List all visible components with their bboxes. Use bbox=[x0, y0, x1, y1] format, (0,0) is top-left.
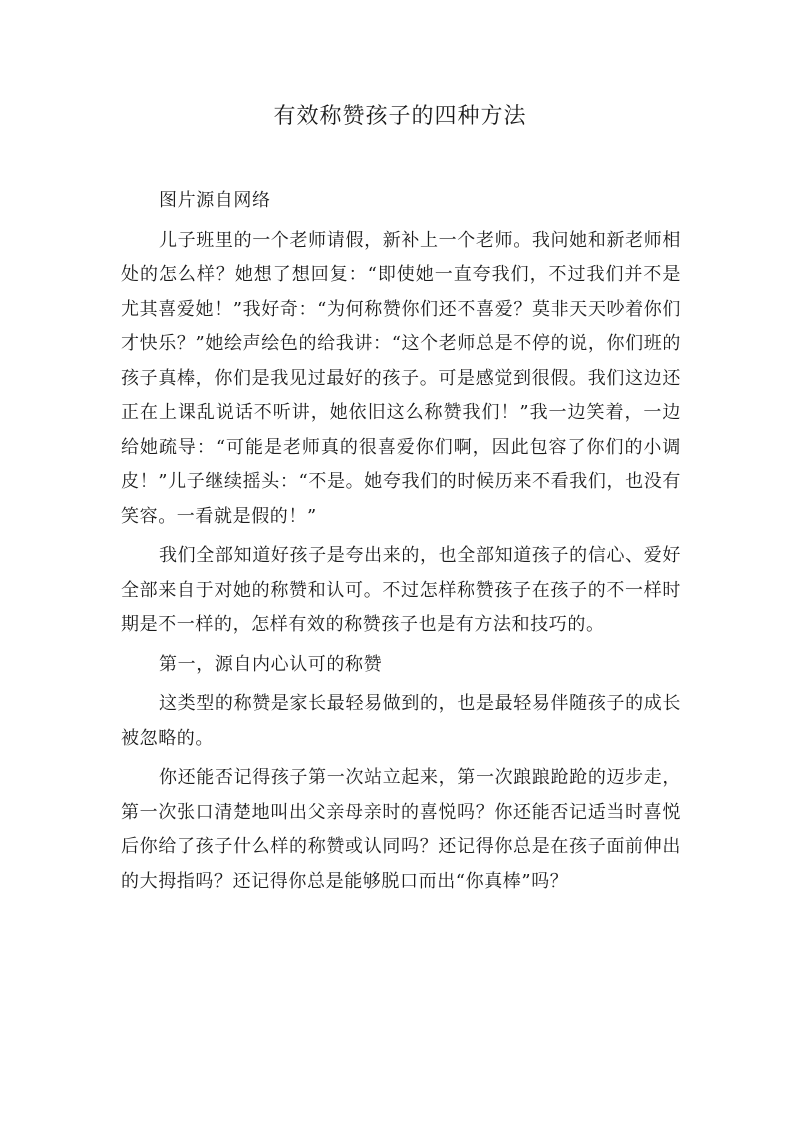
paragraph-first-desc: 这类型的称赞是家长最轻易做到的，也是最轻易伴随孩子的成长被忽略的。 bbox=[121, 693, 681, 749]
paragraph-story: 儿子班里的一个老师请假，新补上一个老师。我问她和新老师相处的怎么样？她想了想回复：“即使她一直夸我们，不过我们并不是尤其喜爱她！”我好奇：“为何称赞你们还不喜爱？莫非天天吵着你们才快乐？”她绘声绘色的给我讲：“这个老师总是不停的说，你们班的孩子真棒，你们是我见过最好的孩子。可是感觉到很假。我们这边还正在上课乱说话不听讲，她依旧这么称赞我们！”我一边笑着，一边给她疏导：“可能是老师真的很喜爱你们啊，因此包容了你们的小调皮！”儿子继续摇头：“不是。她夸我们的时候历来不看我们，也没有笑容。一看就是假的！” bbox=[121, 229, 681, 527]
paragraph-memories: 你还能否记得孩子第一次站立起来，第一次踉踉跄跄的迈步走，第一次张口清楚地叫出父亲母亲时的喜悦吗？你还能否记适当时喜悦后你给了孩子什么样的称赞或认同吗？还记得你总是在孩子面前伸出的大拇指吗？还记得你总是能够脱口而出“你真棒”吗？ bbox=[121, 767, 681, 892]
document-title: 有效称赞孩子的四种方法 bbox=[273, 104, 527, 129]
paragraph-intro: 我们全部知道好孩子是夸出来的，也全部知道孩子的信心、爱好全部来自于对她的称赞和认可。不过怎样称赞孩子在孩子的不一样时期是不一样的，怎样有效的称赞孩子也是有方法和技巧的。 bbox=[121, 545, 681, 635]
paragraph-image-source: 图片源自网络 bbox=[159, 190, 271, 211]
document-body bbox=[121, 184, 681, 899]
section-heading-first: 第一，源自内心认可的称赞 bbox=[159, 653, 383, 675]
